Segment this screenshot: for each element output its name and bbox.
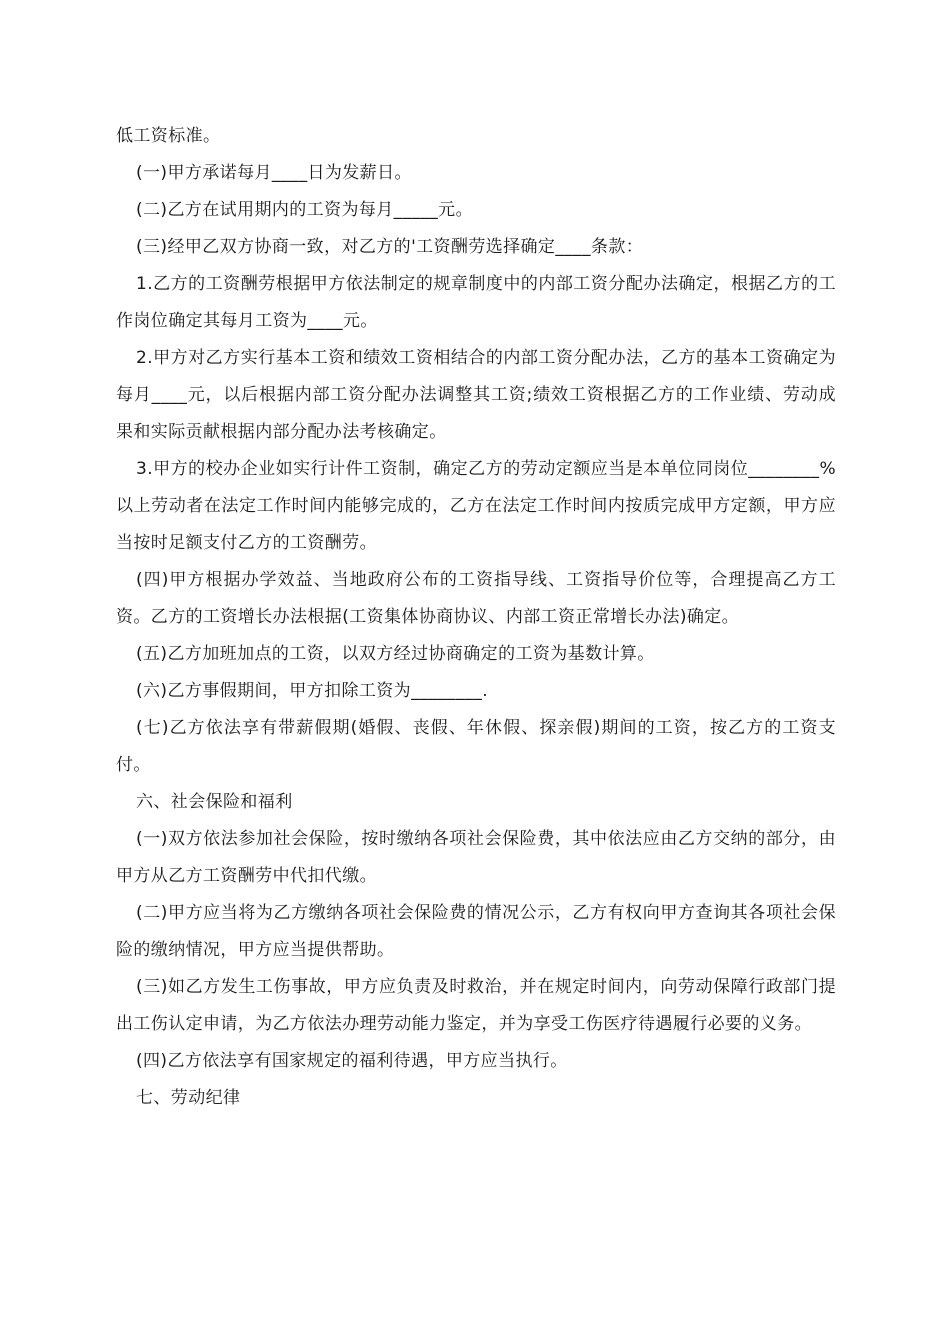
paragraph-3: (三)经甲乙双方协商一致，对乙方的'工资酬劳选择确定____条款： [136, 237, 644, 257]
document-page [116, 118, 836, 1117]
section-heading-social-insurance: 六、社会保险和福利 [136, 792, 293, 812]
section-heading-labor-discipline: 七、劳动纪律 [136, 1088, 241, 1108]
paragraph-6: 3.甲方的校办企业如实行计件工资制，确定乙方的劳动定额应当是本单位同岗位________%以上劳动者在法定工作时间内能够完成的，乙方在法定工作时间内按质完成甲方定额，甲方应当按时足额支付乙方的工资酬劳。 [116, 459, 836, 553]
paragraph-0: 低工资标准。 [116, 126, 221, 146]
paragraph-10: (七)乙方依法享有带薪假期(婚假、丧假、年休假、探亲假)期间的工资，按乙方的工资支付。 [116, 718, 836, 775]
paragraph-2: (二)乙方在试用期内的工资为每月_____元。 [136, 200, 473, 220]
paragraph-13: (二)甲方应当将为乙方缴纳各项社会保险费的情况公示，乙方有权向甲方查询其各项社会保险的缴纳情况，甲方应当提供帮助。 [116, 903, 836, 960]
paragraph-5: 2.甲方对乙方实行基本工资和绩效工资相结合的内部工资分配办法，乙方的基本工资确定为每月____元，以后根据内部工资分配办法调整其工资;绩效工资根据乙方的工作业绩、劳动成果和实际贡献根据内部分配办法考核确定。 [116, 348, 836, 442]
paragraph-15: (四)乙方依法享有国家规定的福利待遇，甲方应当执行。 [136, 1051, 568, 1071]
paragraph-12: (一)双方依法参加社会保险，按时缴纳各项社会保险费，其中依法应由乙方交纳的部分，由甲方从乙方工资酬劳中代扣代缴。 [116, 829, 836, 886]
paragraph-4: 1.乙方的工资酬劳根据甲方依法制定的规章制度中的内部工资分配办法确定，根据乙方的工作岗位确定其每月工资为____元。 [116, 274, 836, 331]
paragraph-1: (一)甲方承诺每月____日为发薪日。 [136, 163, 412, 183]
paragraph-9: (六)乙方事假期间，甲方扣除工资为________. [136, 681, 489, 701]
paragraph-7: (四)甲方根据办学效益、当地政府公布的工资指导线、工资指导价位等，合理提高乙方工资。乙方的工资增长办法根据(工资集体协商协议、内部工资正常增长办法)确定。 [116, 570, 836, 627]
paragraph-14: (三)如乙方发生工伤事故，甲方应负责及时救治，并在规定时间内，向劳动保障行政部门提出工伤认定申请，为乙方依法办理劳动能力鉴定，并为享受工伤医疗待遇履行必要的义务。 [116, 977, 836, 1034]
paragraph-8: (五)乙方加班加点的工资，以双方经过协商确定的工资为基数计算。 [136, 644, 655, 664]
